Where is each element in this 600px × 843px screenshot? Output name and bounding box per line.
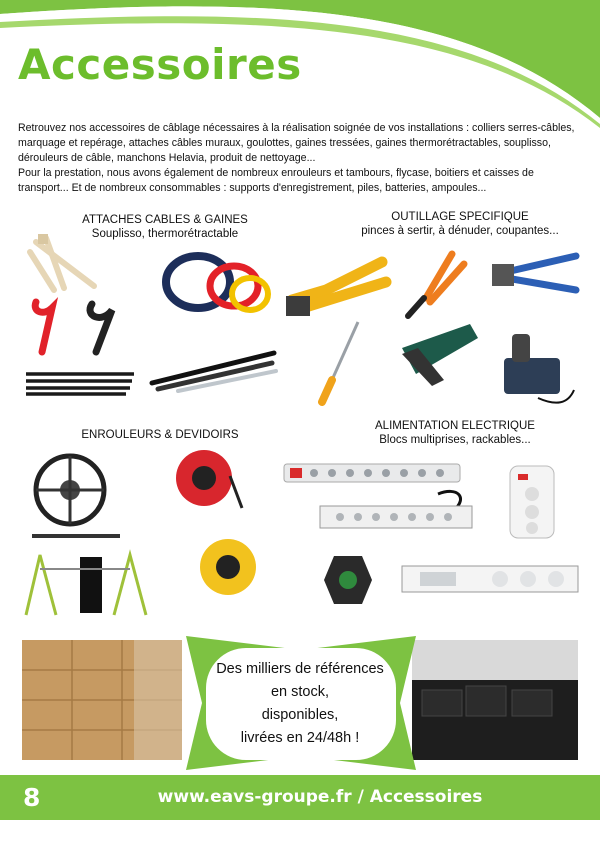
triple-adapter-image [318,550,376,610]
callout-line: disponibles, [261,707,339,723]
cable-ties-beige-image [24,232,104,292]
page-title: Accessoires [18,40,302,89]
wire-stripper-image [392,318,482,390]
section-subtitle: Souplisso, thermorétractable [91,228,239,240]
socket-block-image [504,460,564,542]
stock-warehouse-photo [412,640,578,760]
intro-text [18,121,586,196]
section-outillage [330,210,590,238]
footer-website-link[interactable]: www.eavs-groupe.fr / Accessoires [157,787,483,807]
red-reel-image [172,446,244,514]
warehouse-boxes-photo [22,640,182,760]
section-title: OUTILLAGE SPECIFIQUE [391,211,529,223]
callout-line: Des milliers de références [216,661,384,677]
black-ties-image [22,368,137,398]
soldering-station-image [498,330,578,410]
rack-strip-image [318,488,478,540]
intro-line: transport... Et de nombreux consommables : supports d'enregistrement, piles, batteries, ampoules... [18,182,487,194]
callout-line: livrées en 24/48h ! [240,730,360,746]
section-title: ENROULEURS & DEVIDOIRS [81,429,239,441]
wire-cutter-image [402,250,468,320]
cable-unwinder-image [18,545,153,621]
intro-line: Pour la prestation, nous avons également de nombreux enrouleurs et tambours, flycase, boitiers et caisses de [18,167,534,179]
intro-line: marquage et repérage, attaches câbles muraux, goulottes, gaines tressées, gaines thermorétractables, souplisso, [18,137,551,149]
velcro-ties-image [30,294,140,356]
rack-switch-strip-image [400,560,582,596]
section-subtitle: pinces à sertir, à dénuder, coupantes... [361,225,559,237]
intro-line: Retrouvez nos accessoires de câblage nécessaires à la réalisation soignée de vos installations : colliers serres-câbles, [18,122,575,134]
callout-text [200,658,400,750]
intro-line: dérouleurs de câble, manchons Helavia, produit de nettoyage... [18,152,316,164]
crimping-pliers-image [282,250,394,322]
yellow-reel-image [196,535,266,601]
cable-drum-image [22,450,128,540]
braided-sleeve-image [148,345,278,395]
screwdriver-image [316,320,362,406]
section-title: ALIMENTATION ELECTRIQUE [375,420,535,432]
section-enrouleurs [50,428,270,442]
cable-coils-image [160,248,275,318]
section-subtitle: Blocs multiprises, rackables... [379,434,531,446]
power-strip-image [282,458,472,488]
rj-crimp-tool-image [488,250,580,298]
callout-line: en stock, [270,684,330,700]
page-number: 8 [23,783,41,812]
section-alimentation [340,419,570,447]
section-title: ATTACHES CABLES & GAINES [82,214,248,226]
